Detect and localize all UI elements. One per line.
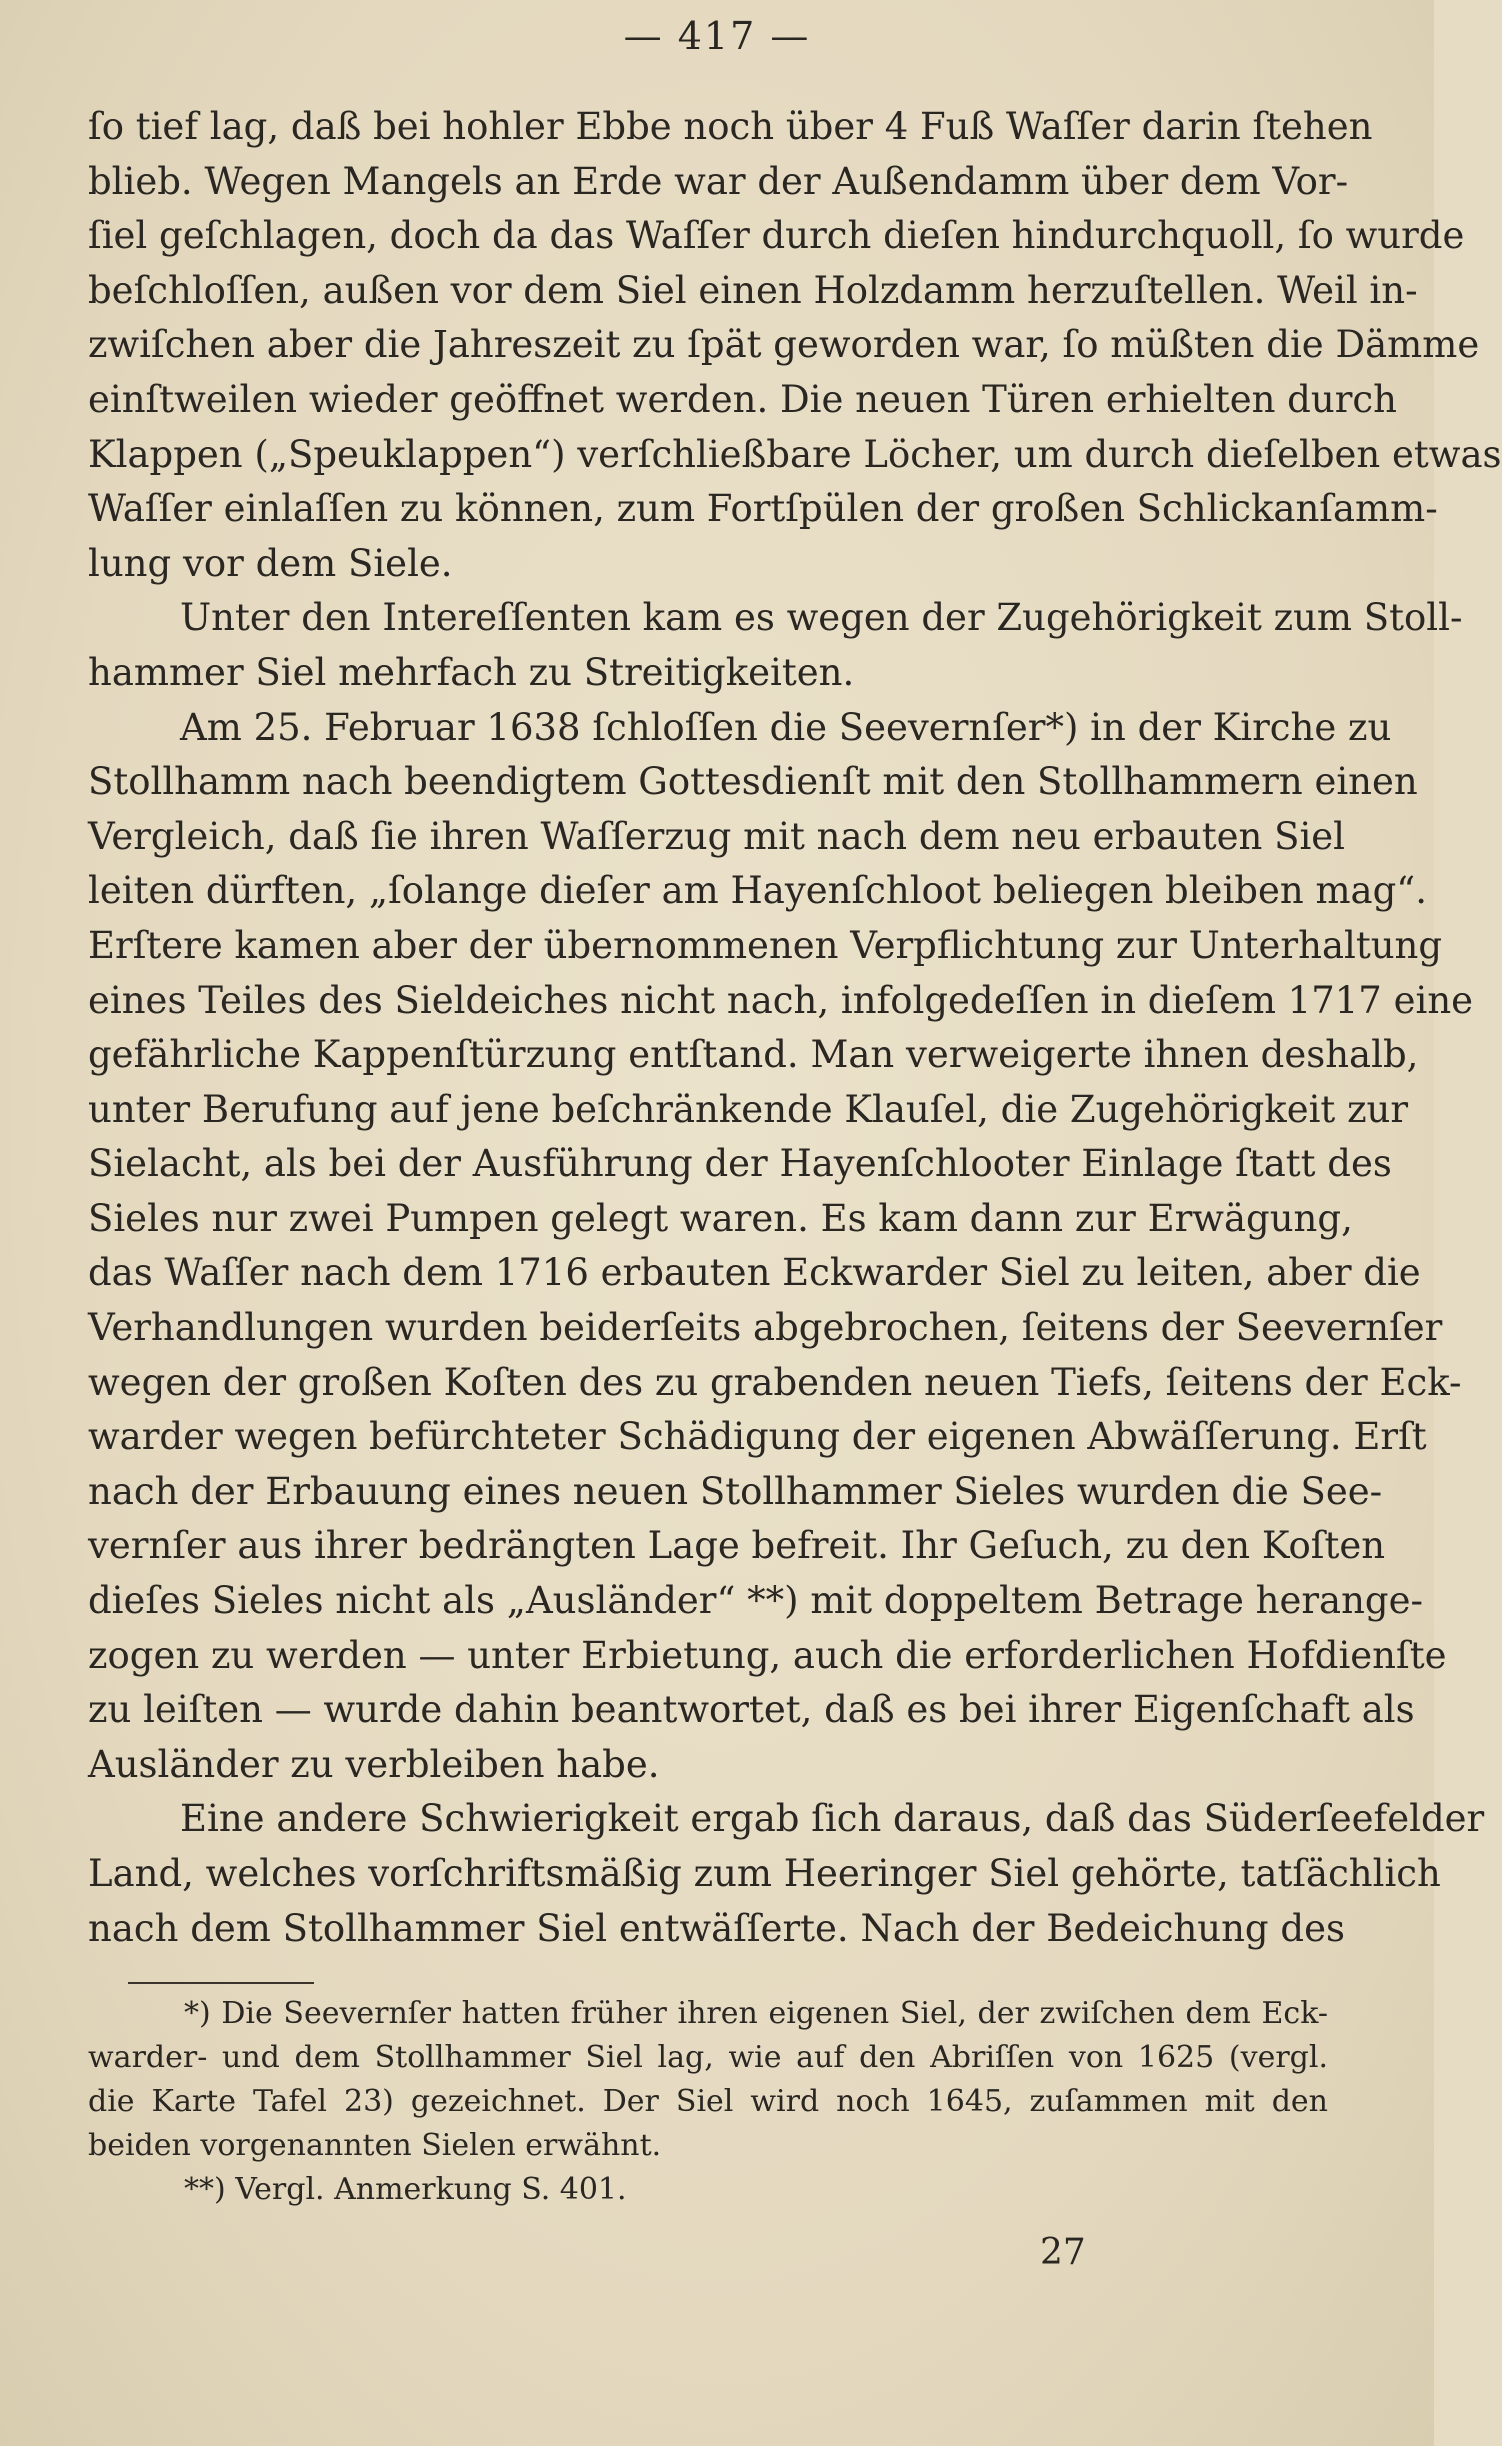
text-line: nach dem Stollhammer Siel entwäſſerte. Nach der Bedeichung des (88, 1906, 1345, 1950)
text-line: unter Berufung auf jene beſchränkende Klauſel, die Zugehörigkeit zur (88, 1087, 1409, 1131)
text-line: ſiel geſchlagen, doch da das Waſſer durch dieſen hindurchquoll, ſo wurde (88, 214, 1465, 258)
text-line: wegen der großen Koſten des zu grabenden neuen Tiefs, ſeitens der Eck- (88, 1360, 1462, 1404)
page-number-header: — 417 — (623, 14, 811, 58)
text-line: beſchloſſen, außen vor dem Siel einen Holzdamm herzuſtellen. Weil in- (88, 268, 1418, 312)
footnote-line: **) Vergl. Anmerkung S. 401. (184, 2172, 627, 2207)
footnote-line: warder- und dem Stollhammer Siel lag, wie auf den Abriſſen von 1625 (vergl. (88, 2040, 1328, 2075)
footnote-divider (128, 1982, 314, 1984)
text-line: warder wegen befürchteter Schädigung der eigenen Abwäſſerung. Erſt (88, 1415, 1427, 1459)
text-line: das Waſſer nach dem 1716 erbauten Eckwarder Siel zu leiten, aber die (88, 1251, 1421, 1295)
printer-signature: 27 (1040, 2232, 1086, 2273)
text-line: hammer Siel mehrfach zu Streitigkeiten. (88, 650, 855, 694)
footnote-line: *) Die Seevernſer hatten früher ihren eigenen Siel, der zwiſchen dem Eck- (184, 1996, 1328, 2031)
main-text (88, 100, 1502, 1956)
text-line: vernſer aus ihrer bedrängten Lage befreit. Ihr Geſuch, zu den Koſten (88, 1524, 1386, 1568)
text-line: Sieles nur zwei Pumpen gelegt waren. Es kam dann zur Erwägung, (88, 1196, 1353, 1240)
text-line: Erſtere kamen aber der übernommenen Verpflichtung zur Unterhaltung (88, 923, 1443, 967)
text-line: zu leiſten — wurde dahin beantwortet, daß es bei ihrer Eigenſchaft als (88, 1688, 1415, 1732)
text-line: dieſes Sieles nicht als „Ausländer“ **) mit doppeltem Betrage herange- (88, 1579, 1424, 1623)
text-line: Vergleich, daß ſie ihren Waſſerzug mit nach dem neu erbauten Siel (88, 814, 1346, 858)
text-line: Verhandlungen wurden beiderſeits abgebrochen, ſeitens der Seevernſer (88, 1306, 1443, 1350)
footnote-line: die Karte Tafel 23) gezeichnet. Der Siel wird noch 1645, zuſammen mit den (88, 2084, 1328, 2119)
text-line: Stollhamm nach beendigtem Gottesdienſt mit den Stollhammern einen (88, 760, 1418, 804)
text-line: gefährliche Kappenſtürzung entſtand. Man verweigerte ihnen deshalb, (88, 1033, 1419, 1077)
text-line: Unter den Intereſſenten kam es wegen der Zugehörigkeit zum Stoll- (180, 596, 1463, 640)
text-line: ſo tief lag, daß bei hohler Ebbe noch über 4 Fuß Waſſer darin ſtehen (88, 105, 1373, 148)
footnote-line: beiden vorgenannten Sielen erwähnt. (88, 2128, 662, 2163)
text-line: blieb. Wegen Mangels an Erde war der Außendamm über dem Vor- (88, 159, 1349, 203)
text-line: Ausländer zu verbleiben habe. (88, 1742, 660, 1786)
text-line: lung vor dem Siele. (88, 541, 453, 585)
text-line: Waſſer einlaſſen zu können, zum Fortſpülen der großen Schlickanſamm- (88, 487, 1438, 531)
text-line: einſtweilen wieder geöffnet werden. Die neuen Türen erhielten durch (88, 377, 1397, 421)
text-line: leiten dürften, „ſolange dieſer am Hayenſchloot beliegen bleiben mag“. (88, 869, 1427, 913)
text-line: zogen zu werden — unter Erbietung, auch die erforderlichen Hofdienſte (88, 1633, 1447, 1677)
text-line: eines Teiles des Sieldeiches nicht nach, infolgedeſſen in dieſem 1717 eine (88, 978, 1474, 1022)
footnotes (88, 1992, 1328, 2212)
text-line: Klappen („Speuklappen“) verſchließbare Löcher, um durch dieſelben etwas (88, 432, 1502, 476)
text-line: nach der Erbauung eines neuen Stollhammer Sieles wurden die See- (88, 1469, 1383, 1513)
text-line: zwiſchen aber die Jahreszeit zu ſpät geworden war, ſo müßten die Dämme (88, 323, 1480, 367)
text-line: Eine andere Schwierigkeit ergab ſich daraus, daß das Süderſeefelder (180, 1797, 1485, 1841)
text-line: Am 25. Februar 1638 ſchloſſen die Seevernſer*) in der Kirche zu (180, 705, 1392, 749)
text-line: Sielacht, als bei der Ausführung der Hayenſchlooter Einlage ſtatt des (88, 1142, 1392, 1186)
text-line: Land, welches vorſchriftsmäßig zum Heeringer Siel gehörte, tatſächlich (88, 1852, 1441, 1895)
